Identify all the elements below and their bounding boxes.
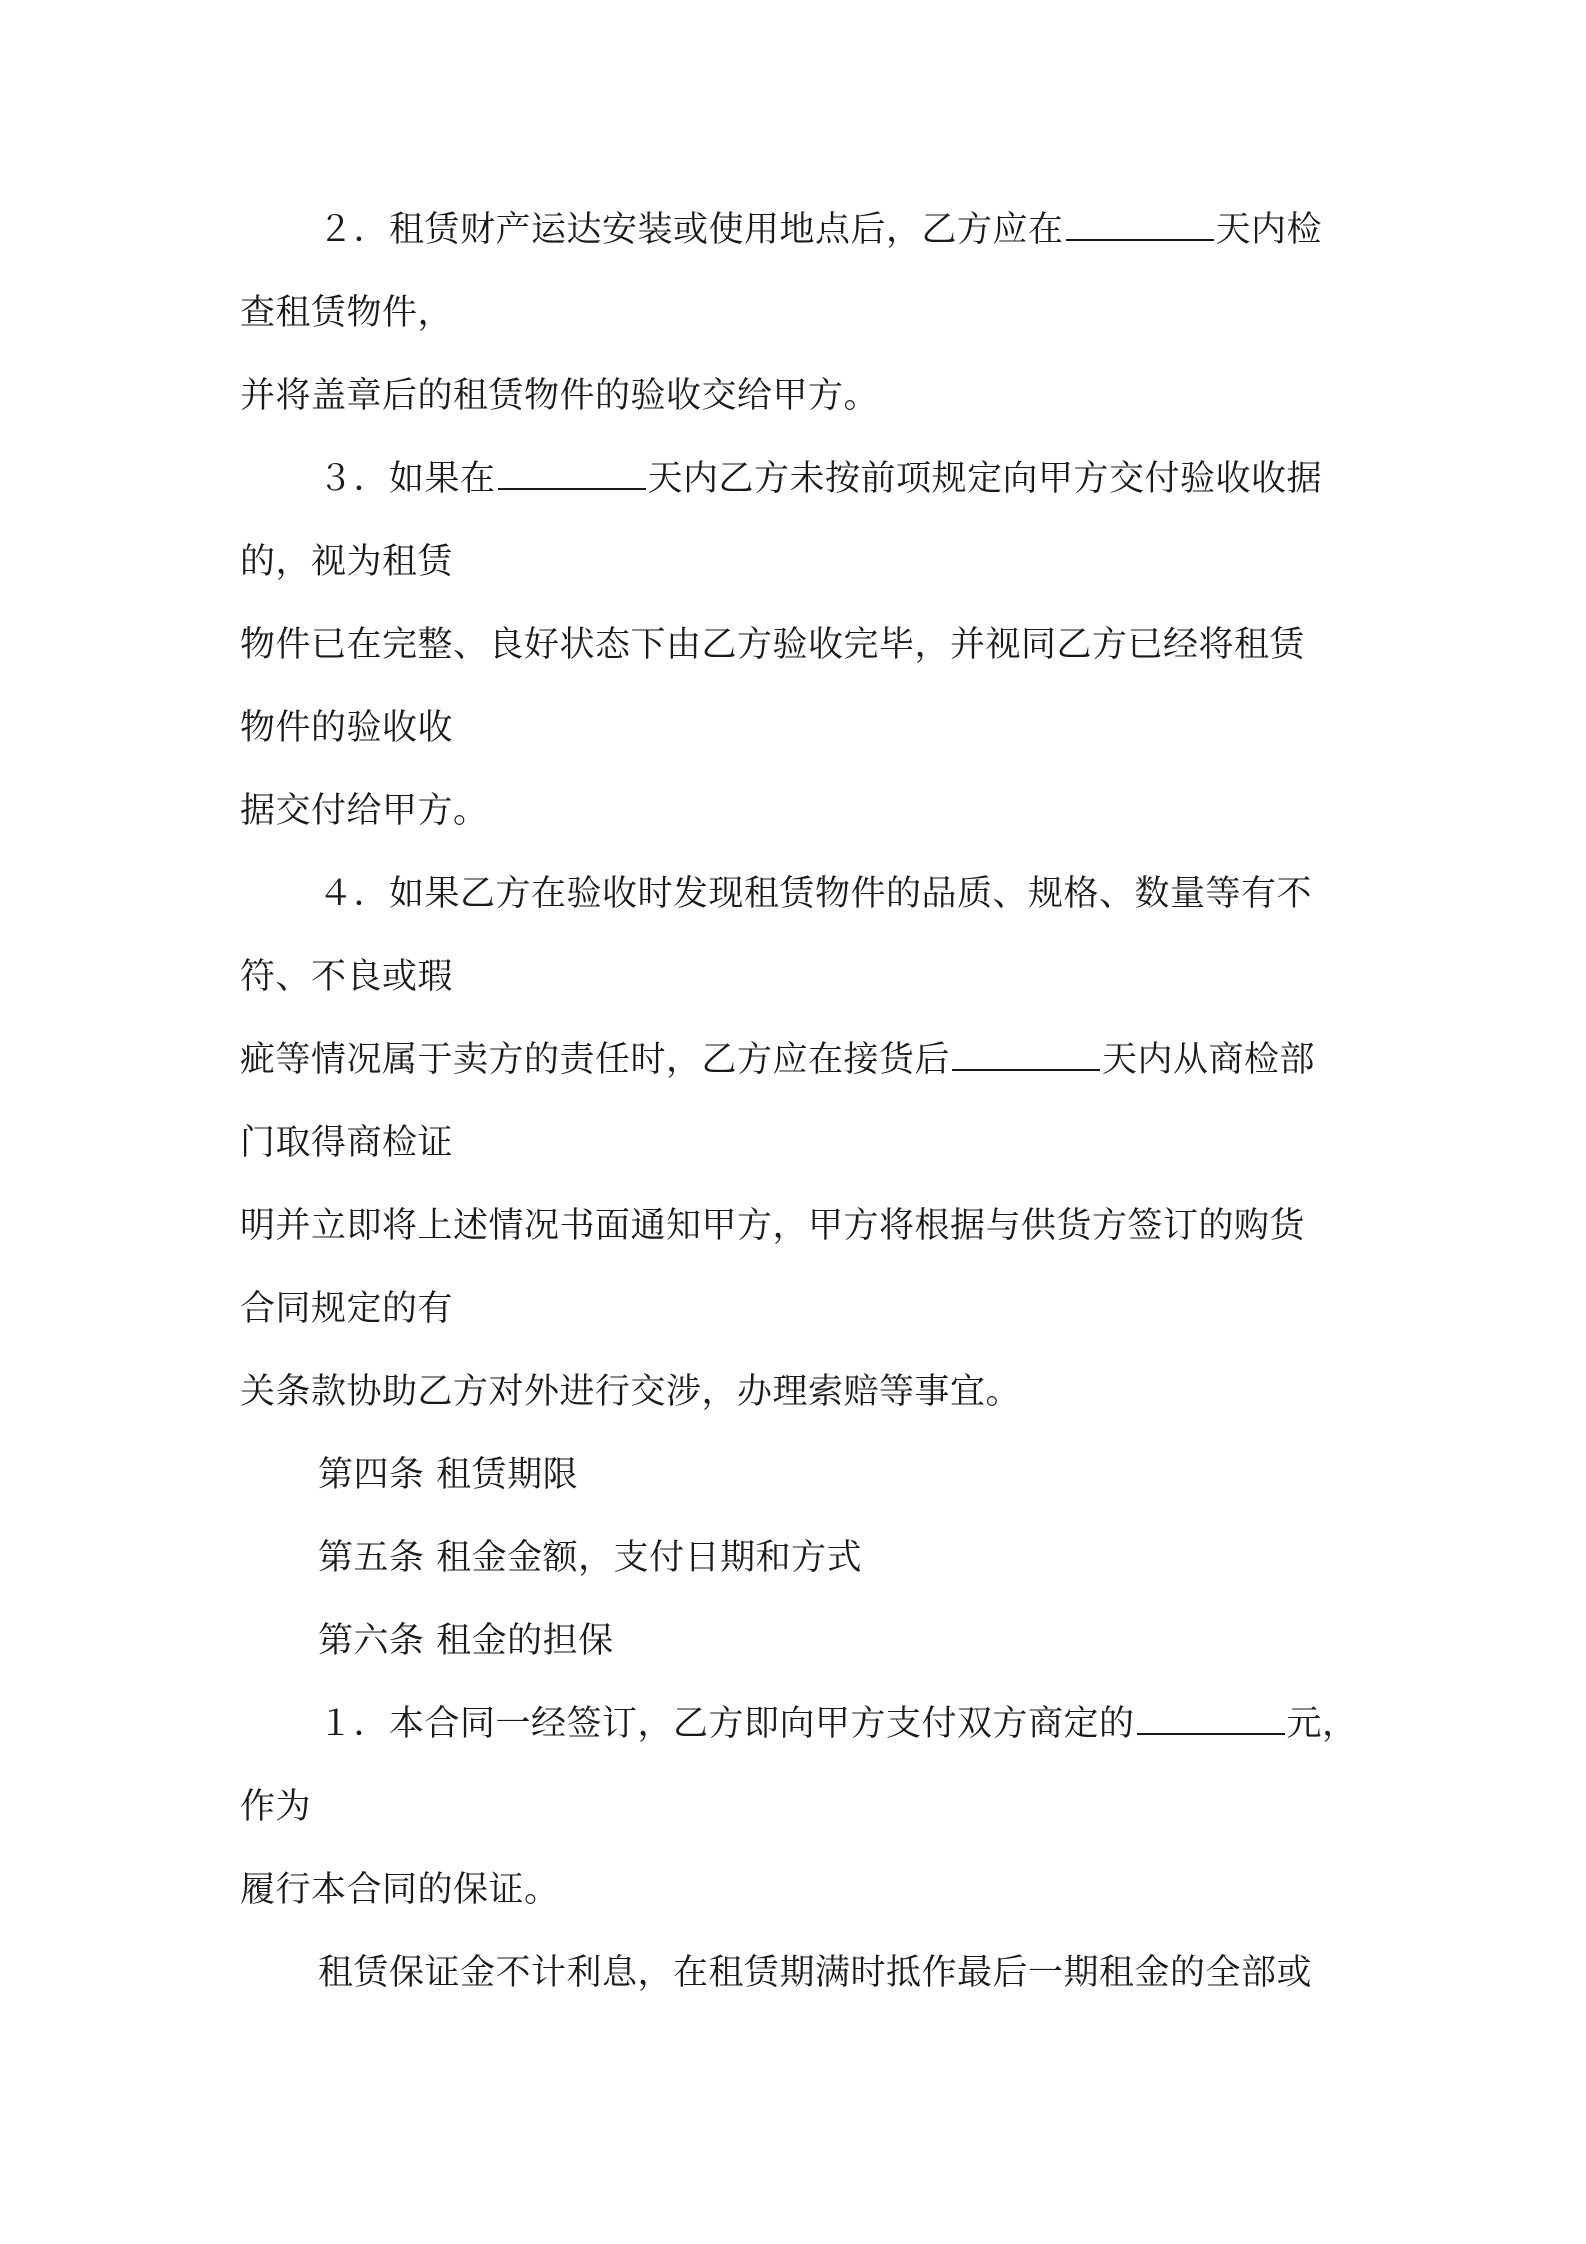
- para2-line2: 查租赁物件，: [240, 293, 454, 333]
- para3-line1: [318, 457, 1322, 501]
- para3-text-after-blank: 天内乙方未按前项规定向甲方交付验收收据: [647, 459, 1323, 499]
- para2-line1: [318, 208, 1322, 252]
- para4-text-after-blank: 天内从商检部: [1102, 1040, 1316, 1080]
- article-4-heading: 第四条 租赁期限: [318, 1455, 579, 1495]
- para6-1-line1: [318, 1702, 1358, 1746]
- para6-2-line1: 租赁保证金不计利息，在租赁期满时抵作最后一期租金的全部或: [318, 1953, 1313, 1993]
- para2-line3: 并将盖章后的租赁物件的验收交给甲方。: [240, 376, 880, 416]
- para4-line2: 符、不良或瑕: [240, 957, 454, 997]
- para4-line7: 关条款协助乙方对外进行交涉，办理索赔等事宜。: [240, 1372, 1022, 1412]
- fill-blank: [1137, 1703, 1285, 1735]
- para4-line4: 门取得商检证: [240, 1123, 454, 1163]
- para3-line5: 据交付给甲方。: [240, 791, 489, 831]
- para3-line2: 的，视为租赁: [240, 542, 454, 582]
- para4-line6: 合同规定的有: [240, 1289, 454, 1329]
- fill-blank: [498, 458, 646, 490]
- para6-1-line2: 作为: [240, 1787, 312, 1827]
- para4-line1: ４．如果乙方在验收时发现租赁物件的品质、规格、数量等有不: [318, 874, 1313, 914]
- para6-1-line3: 履行本合同的保证。: [240, 1870, 560, 1910]
- para6-1-text-before-blank: １．本合同一经签订，乙方即向甲方支付双方商定的: [318, 1704, 1135, 1744]
- para4-line5: 明并立即将上述情况书面通知甲方，甲方将根据与供货方签订的购货: [240, 1206, 1306, 1246]
- para2-text-after-blank: 天内检: [1215, 210, 1323, 250]
- para4-line3: [240, 1038, 1315, 1082]
- para4-text-before-blank: 疵等情况属于卖方的责任时，乙方应在接货后: [240, 1040, 951, 1080]
- para3-line3: 物件已在完整、良好状态下由乙方验收完毕，并视同乙方已经将租赁: [240, 625, 1306, 665]
- para3-line4: 物件的验收收: [240, 708, 454, 748]
- para3-text-before-blank: ３．如果在: [318, 459, 496, 499]
- para6-1-text-after-blank: 元，: [1286, 1704, 1358, 1744]
- fill-blank: [1066, 209, 1214, 241]
- para2-text-before-blank: ２．租赁财产运达安装或使用地点后，乙方应在: [318, 210, 1064, 250]
- fill-blank: [952, 1039, 1100, 1071]
- article-6-heading: 第六条 租金的担保: [318, 1621, 614, 1661]
- article-5-heading: 第五条 租金金额，支付日期和方式: [318, 1538, 863, 1578]
